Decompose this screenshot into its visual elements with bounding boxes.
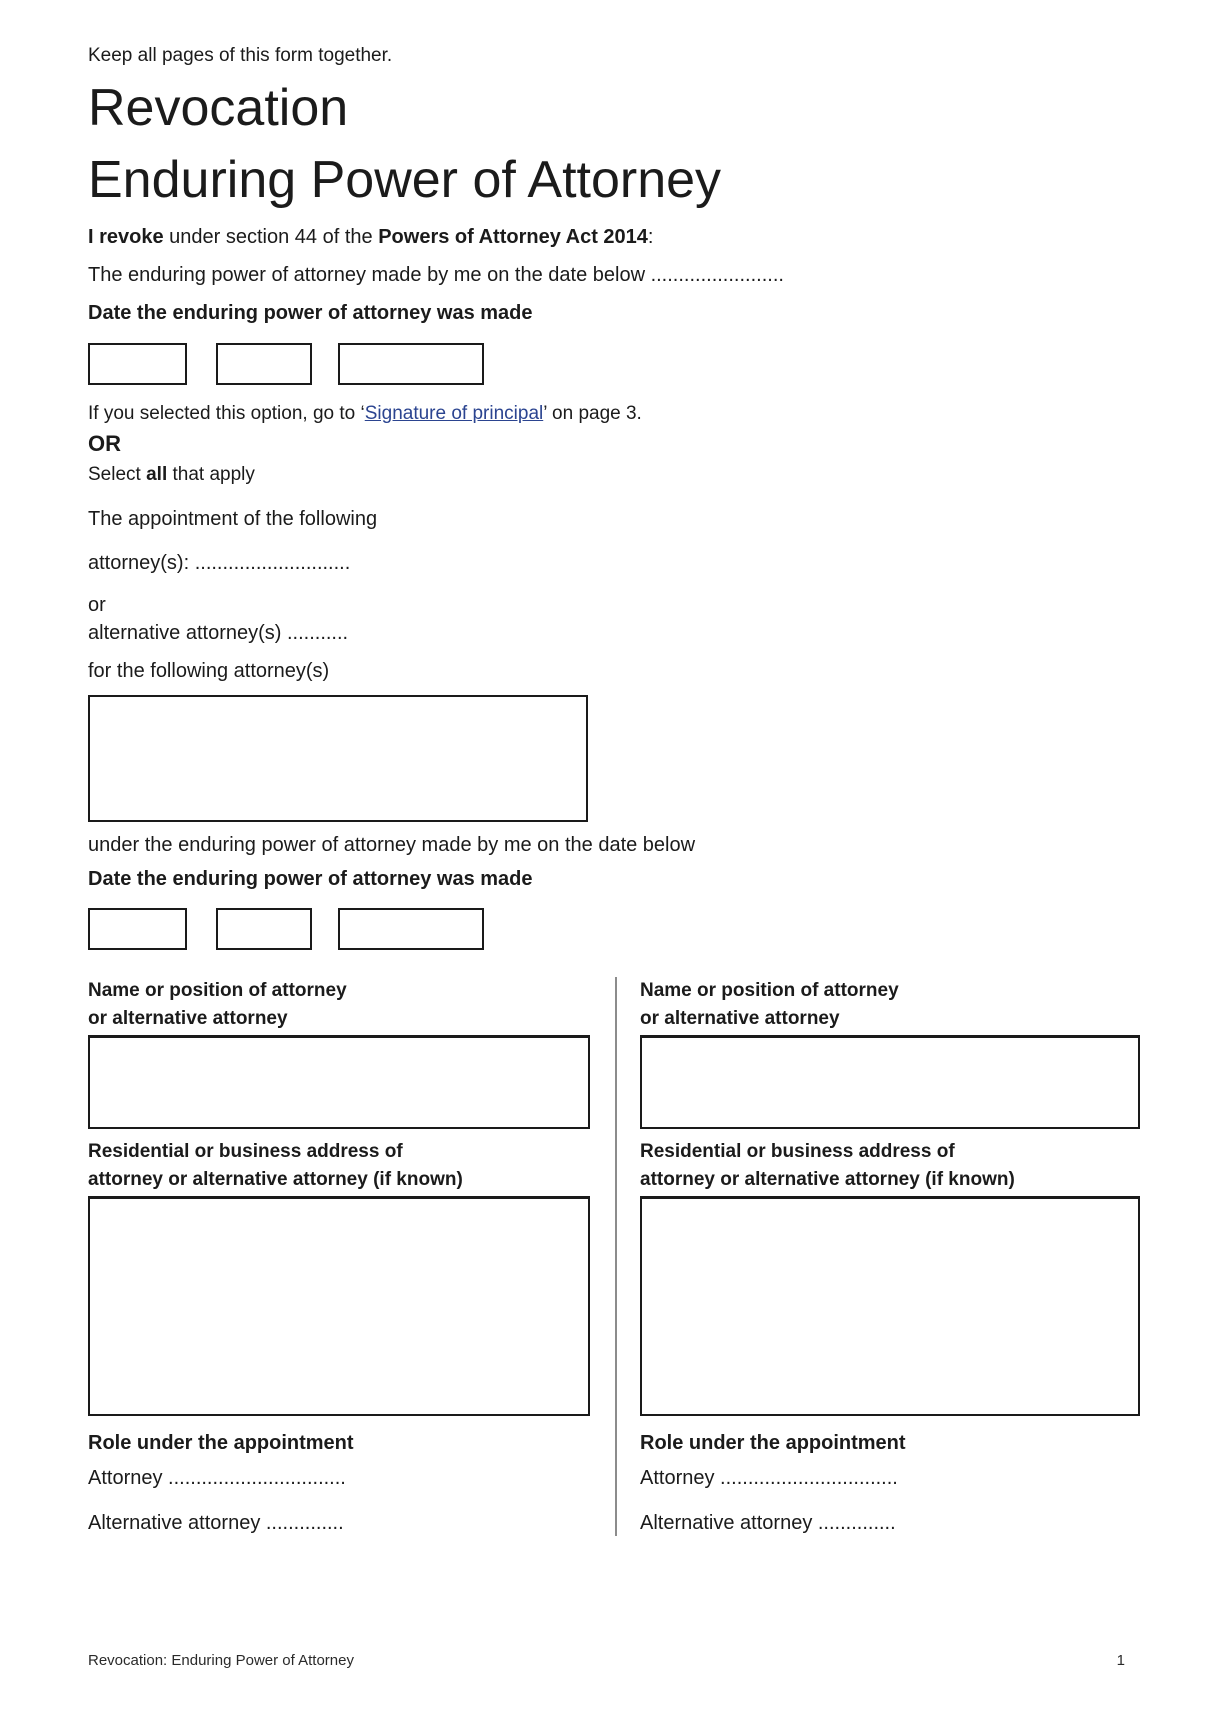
attorneys-list-box[interactable] [88,695,588,822]
date-month-box-2[interactable] [216,908,312,950]
signature-note-pre: If you selected this option, go to ‘ [88,403,365,424]
name-input-box-col1[interactable] [88,1035,590,1129]
signature-note-post: ’ on page 3. [543,403,642,424]
address-label-col2-line1: Residential or business address of [640,1141,955,1162]
signature-of-principal-link[interactable]: Signature of principal [364,403,544,424]
date-year-box-2[interactable] [338,908,484,950]
address-label-col1-line1: Residential or business address of [88,1141,403,1162]
page-footer [88,1652,1125,1670]
select-all-line [88,463,1140,486]
role-alt-attorney-col2: Alternative attorney .............. [640,1512,896,1534]
address-label-col1 [88,1138,590,1194]
attorney-columns [88,977,1140,1536]
appointment-line3: or [88,594,106,616]
role-label-col2: Role under the appointment [640,1432,906,1454]
revocation-statement [88,224,1140,250]
date-year-box-1[interactable] [338,343,484,385]
address-label-col2 [640,1138,1140,1194]
signature-note [88,402,1140,425]
column-divider [615,977,617,1536]
or-label: OR [88,431,121,456]
date-month-box-1[interactable] [216,343,312,385]
name-label-col1-line2: or alternative attorney [88,1008,288,1029]
address-input-box-col1[interactable] [88,1196,590,1416]
date-made-label-1: Date the enduring power of attorney was made [88,302,533,324]
date-made-label-2: Date the enduring power of attorney was made [88,868,533,890]
address-label-col1-line2: attorney or alternative attorney (if known) [88,1169,463,1190]
date-made-row-1 [88,343,1140,385]
date-made-row-2 [88,908,1140,950]
name-label-col2-line1: Name or position of attorney [640,980,899,1001]
role-alt-attorney-col1: Alternative attorney .............. [88,1512,344,1534]
keep-note: Keep all pages of this form together. [88,45,393,66]
act-name-bold: Powers of Attorney Act 2014 [378,226,648,248]
select-all-bold: all [146,464,168,485]
revoke-bold-text: I revoke [88,226,164,248]
footer-title: Revocation: Enduring Power of Attorney [88,1652,354,1669]
address-input-box-col2[interactable] [640,1196,1140,1416]
under-epa-line: under the enduring power of attorney made by me on the date below [88,834,696,856]
select-post: that apply [167,464,255,485]
revoke-middle-text: under section 44 of the [163,226,379,248]
appointment-line5: for the following attorney(s) [88,660,330,682]
attorney-column-1 [88,977,590,1536]
role-attorney-col1: Attorney ................................ [88,1467,346,1489]
role-attorney-col2: Attorney ................................ [640,1467,898,1489]
appointment-line1: The appointment of the following [88,508,378,530]
form-content [88,0,1140,1536]
revoke-colon: : [647,226,654,248]
name-input-box-col2[interactable] [640,1035,1140,1129]
page-title [88,72,1140,216]
name-label-col1-line1: Name or position of attorney [88,980,347,1001]
page-title-line1: Revocation [88,79,349,137]
page-title-line2: Enduring Power of Attorney [88,151,722,209]
name-label-col2-line2: or alternative attorney [640,1008,840,1029]
attorney-column-2 [640,977,1140,1536]
role-label-col1: Role under the appointment [88,1432,354,1454]
footer-page-number: 1 [1116,1652,1125,1669]
date-day-box-1[interactable] [88,343,187,385]
name-label-col1 [88,977,590,1033]
select-pre: Select [88,464,147,485]
name-label-col2 [640,977,1140,1033]
option-epa-line: The enduring power of attorney made by me on the date below ........................ [88,264,784,286]
date-day-box-2[interactable] [88,908,187,950]
address-label-col2-line2: attorney or alternative attorney (if known) [640,1169,1015,1190]
appointment-line2: attorney(s): ............................ [88,552,351,574]
appointment-line4: alternative attorney(s) ........... [88,622,349,644]
